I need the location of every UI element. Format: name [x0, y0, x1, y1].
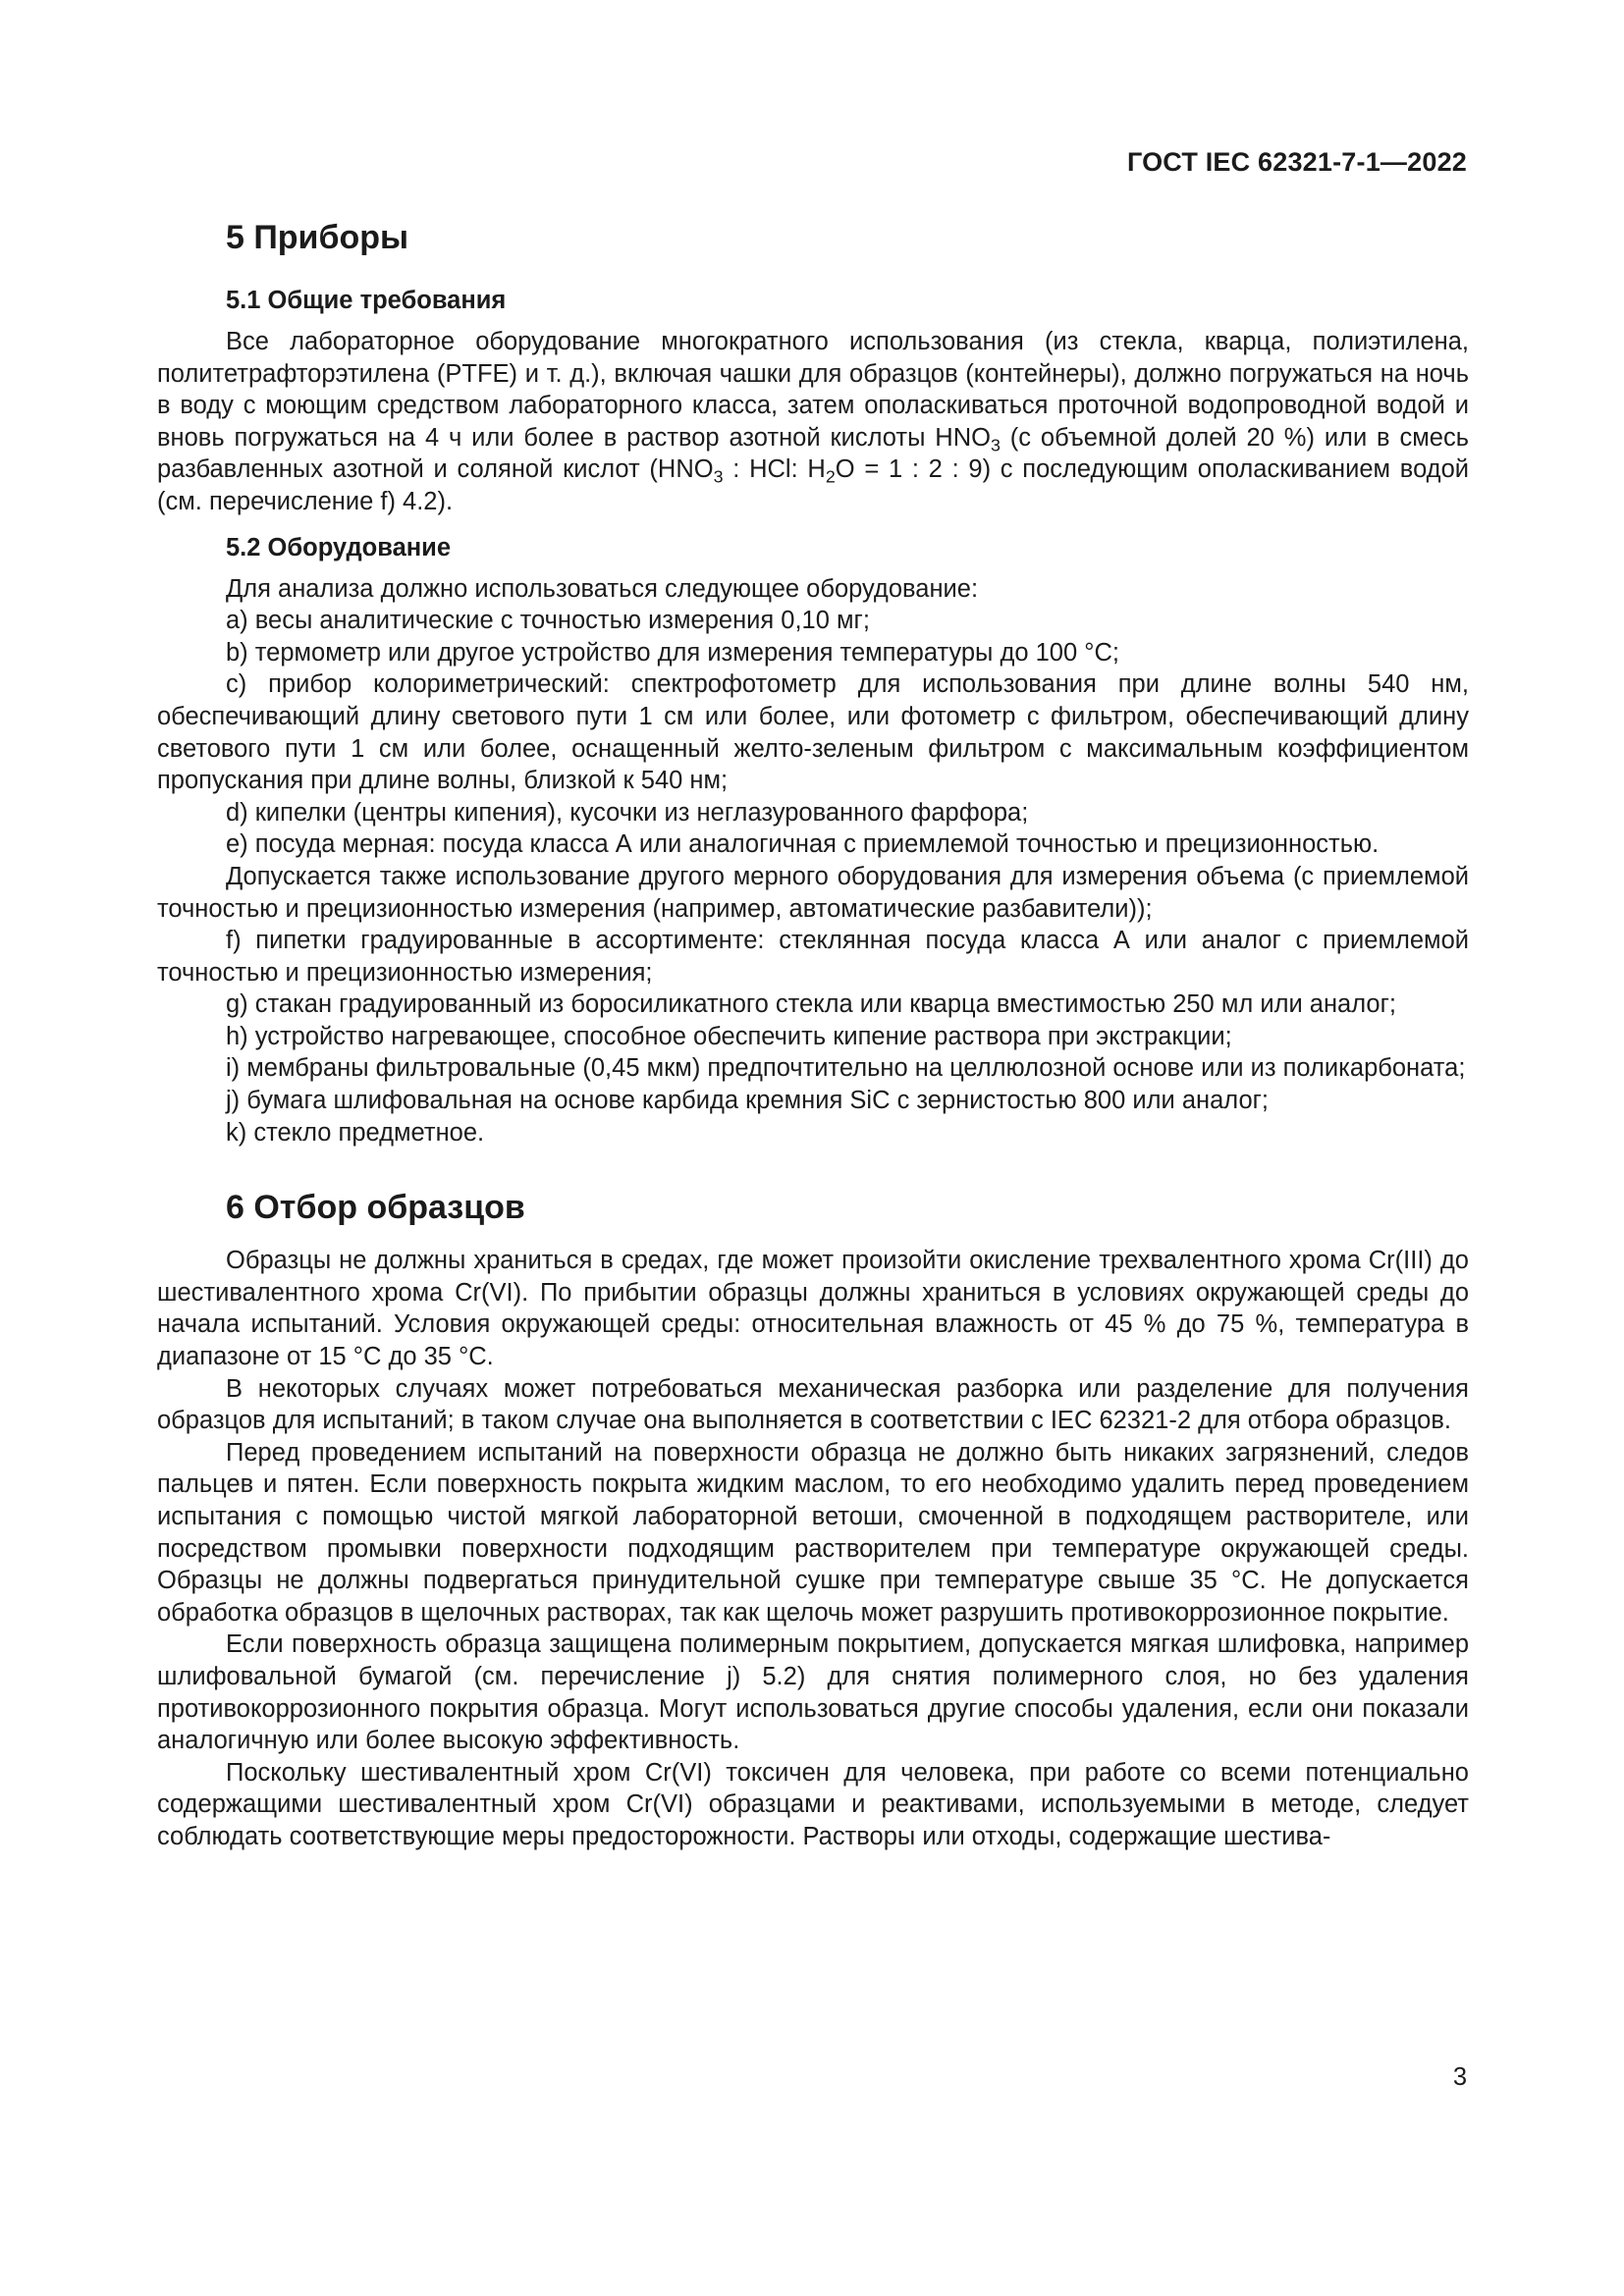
list-item: b) термометр или другое устройство для измерения температуры до 100 °С; — [226, 638, 1119, 667]
list-item: g) стакан градуированный из боросиликатного стекла или кварца вместимостью 250 мл или аналог; — [226, 990, 1396, 1019]
equipment-list — [157, 573, 1469, 1149]
section-6-paragraph: Перед проведением испытаний на поверхности образца не должно быть никаких загрязнений, следов пальцев и пятен. Если поверхность покрыта жидким маслом, то его необходимо удалить перед проведением испытания с помощью чистой мягкой лабораторной ветоши, смоченной в подходящем растворителе, или посредством промывки поверхности подходящим растворителем при температуре окружающей среды. Образцы не должны подвергаться принудительной сушке при температуре свыше 35 °С. Не допускается обработка образцов в щелочных растворах, так как щелочь может разрушить противокоррозионное покрытие. — [157, 1438, 1469, 1627]
list-item: e) посуда мерная: посуда класса А или аналогичная с приемлемой точностью и прецизионностью. — [226, 830, 1380, 859]
subsection-5-2-title: 5.2 Оборудование — [226, 533, 452, 561]
list-item: i) мембраны фильтровальные (0,45 мкм) предпочтительно на целлюлозной основе или из поликарбоната; — [226, 1054, 1466, 1083]
list-item: j) бумага шлифовальная на основе карбида кремния SiC с зернистостью 800 или аналог; — [226, 1087, 1270, 1115]
document-body — [157, 218, 1469, 1853]
list-item: f) пипетки градуированные в ассортименте: стеклянная посуда класса А или аналог с приемлемой точностью и прецизионностью измерения; — [157, 927, 1469, 987]
subsection-5-1-title: 5.1 Общие требования — [226, 287, 507, 314]
section-6-paragraph: Поскольку шестивалентный хром Cr(VI) токсичен для человека, при работе со всеми потенциально содержащими шестивалентный хром Cr(VI) образцами и реактивами, используемыми в методе, следует соблюдать соответствующие меры предосторожности. Растворы или отходы, содержащие шестива- — [157, 1758, 1469, 1850]
document-header: ГОСТ IEC 62321-7-1—2022 — [1126, 147, 1467, 177]
section-6-title: 6 Отбор образцов — [226, 1189, 525, 1227]
list-item: Допускается также использование другого мерного оборудования для измерения объема (с приемлемой точностью и прецизионностью измерения (например, автоматические разбавители)); — [157, 862, 1469, 923]
subsection-5-1-paragraph: Все лабораторное оборудование многократного использования (из стекла, кварца, полиэтилена, политетрафторэтилена (PTFE) и т. д.), включая чашки для образцов (контейнеры), должно погружаться на ночь в воду с моющим средством лабораторного класса, затем ополаскиваться проточной водопроводной водой и вновь погружаться на 4 ч или более в раствор азотной кислоты $HNO_3$ (с объемной долей 20 %) или в смесь разбавленных азотной и соляной кислот ($HNO_3$ : HCl: $H_2O = 1$ : 2 : 9) с последующим ополаскиванием водой (см. перечисление f) 4.2). — [157, 328, 1469, 515]
list-item: Для анализа должно использоваться следующее оборудование: — [226, 574, 979, 603]
page-number: 3 — [1452, 2063, 1467, 2091]
section-5-title: 5 Приборы — [226, 219, 409, 256]
section-6-paragraph: Если поверхность образца защищена полимерным покрытием, допускается мягкая шлифовка, например шлифовальной бумагой (см. перечисление j) 5.2) для снятия полимерного слоя, но без удаления противокоррозионного покрытия образца. Могут использоваться другие способы удаления, если они показали аналогичную или более высокую эффективность. — [157, 1630, 1469, 1755]
list-item: d) кипелки (центры кипения), кусочки из неглазурованного фарфора; — [226, 798, 1029, 827]
section-6-paragraph: Образцы не должны храниться в средах, где может произойти окисление трехвалентного хрома Cr(III) до шестивалентного хрома Cr(VI). По прибытии образцы должны храниться в условиях окружающей среды до начала испытаний. Условия окружающей среды: относительная влажность от 45 % до 75 %, температура в диапазоне от 15 °С до 35 °С. — [157, 1247, 1469, 1371]
list-item: c) прибор колориметрический: спектрофотометр для использования при длине волны 540 нм, обеспечивающий длину светового пути 1 см или более, или фотометр с фильтром, обеспечивающий длину светового пути 1 см или более, оснащенный желто-зеленым фильтром с максимальным коэффициентом пропускания при длине волны, близкой к 540 нм; — [157, 670, 1469, 795]
list-item: h) устройство нагревающее, способное обеспечить кипение раствора при экстракции; — [226, 1022, 1232, 1050]
list-item: a) весы аналитические с точностью измерения 0,10 мг; — [226, 607, 870, 635]
list-item: k) стекло предметное. — [226, 1118, 485, 1147]
section-6-paragraph: В некоторых случаях может потребоваться механическая разборка или разделение для получения образцов для испытаний; в таком случае она выполняется в соответствии с IEC 62321-2 для отбора образцов. — [157, 1374, 1469, 1435]
